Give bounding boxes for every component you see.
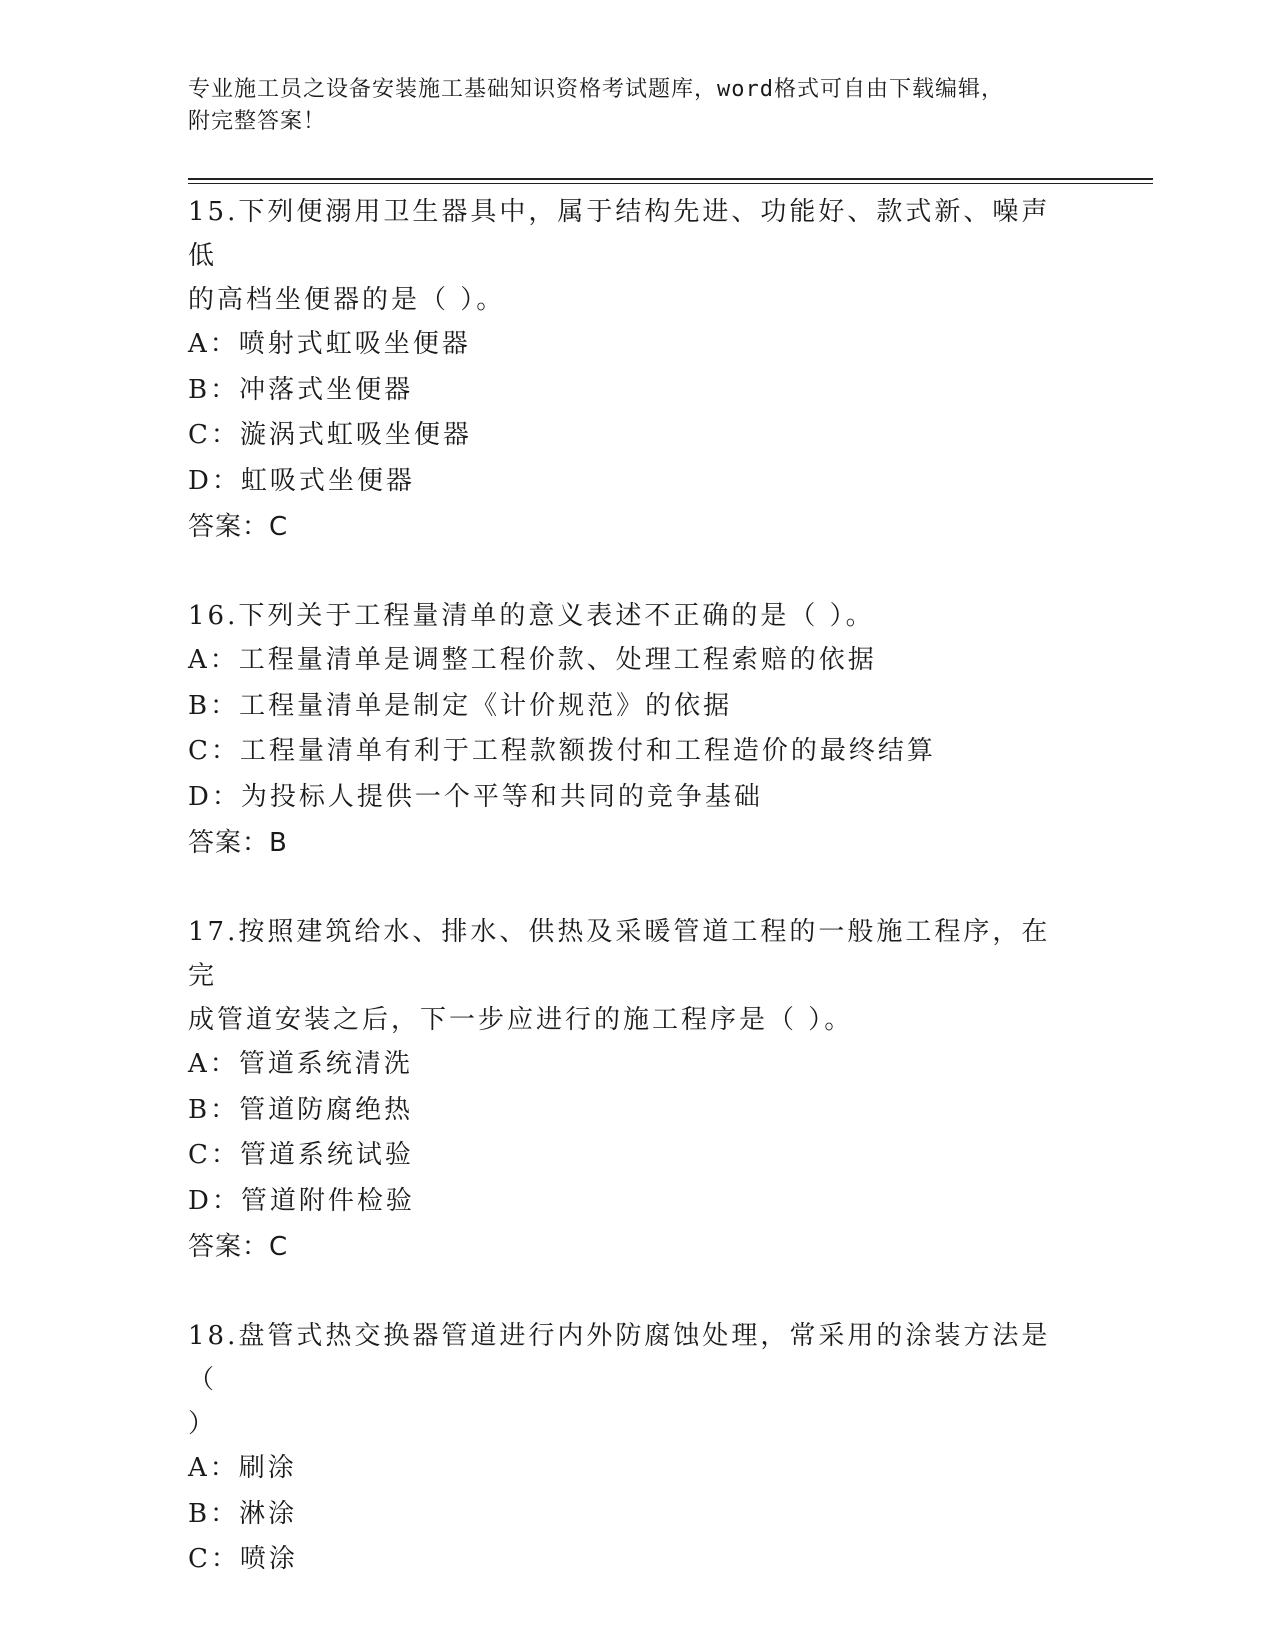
option-b: B：工程量清单是制定《计价规范》的依据: [188, 690, 733, 721]
answer-label: 答案：: [188, 1232, 270, 1262]
question-list: [188, 190, 1078, 1627]
answer-value: B: [269, 828, 288, 858]
answer-line: [188, 820, 1078, 866]
option-d: D：为投标人提供一个平等和共同的竞争基础: [188, 781, 763, 812]
option-a: A：刷涂: [188, 1453, 297, 1483]
question-16: [188, 594, 1078, 866]
question-15: [188, 190, 1078, 550]
question-18: [188, 1314, 1078, 1583]
option-b: B：淋涂: [188, 1498, 298, 1529]
question-stem-line: 的高档坐便器的是（ ）。: [188, 285, 506, 315]
header-divider-thin: [188, 183, 1153, 184]
option-c: C：工程量清单有利于工程款额拨付和工程造价的最终结算: [188, 736, 936, 766]
option-a: A：管道系统清洗: [188, 1049, 413, 1079]
option-c: C：管道系统试验: [188, 1140, 414, 1170]
option-d: D：虹吸式坐便器: [188, 465, 415, 496]
answer-label: 答案：: [188, 512, 270, 542]
answer-value: C: [269, 512, 289, 542]
option-c: C：漩涡式虹吸坐便器: [188, 420, 472, 450]
question-stem-line: 15.下列便溺用卫生器具中，属于结构先进、功能好、款式新、噪声低: [188, 197, 1051, 271]
question-17: [188, 910, 1078, 1270]
option-a: A：工程量清单是调整工程价款、处理工程索赔的依据: [188, 645, 877, 675]
answer-line: [188, 504, 1078, 550]
option-a: A：喷射式虹吸坐便器: [188, 329, 471, 359]
option-c: C：喷涂: [188, 1544, 298, 1574]
answer-line: [188, 1224, 1078, 1270]
question-stem-line: 成管道安装之后，下一步应进行的施工程序是（ ）。: [188, 1005, 854, 1035]
option-d: D：管道附件检验: [188, 1185, 415, 1216]
header-divider-thick: [188, 178, 1153, 180]
document-header: [188, 74, 1068, 138]
option-b: B：冲落式坐便器: [188, 374, 414, 405]
question-stem-line: 18.盘管式热交换器管道进行内外防腐蚀处理，常采用的涂装方法是（: [188, 1321, 1051, 1395]
answer-value: C: [269, 1232, 289, 1262]
question-stem-line: ）: [188, 1409, 218, 1439]
question-stem-line: 16.下列关于工程量清单的意义表述不正确的是（ ）。: [188, 601, 875, 631]
header-line-2: 附完整答案！: [188, 109, 327, 134]
answer-label: 答案：: [188, 828, 270, 858]
option-b: B：管道防腐绝热: [188, 1094, 414, 1125]
question-stem-line: 17.按照建筑给水、排水、供热及采暖管道工程的一般施工程序，在完: [188, 917, 1051, 991]
header-line-1: 专业施工员之设备安装施工基础知识资格考试题库，word格式可自由下载编辑，: [188, 77, 1004, 102]
